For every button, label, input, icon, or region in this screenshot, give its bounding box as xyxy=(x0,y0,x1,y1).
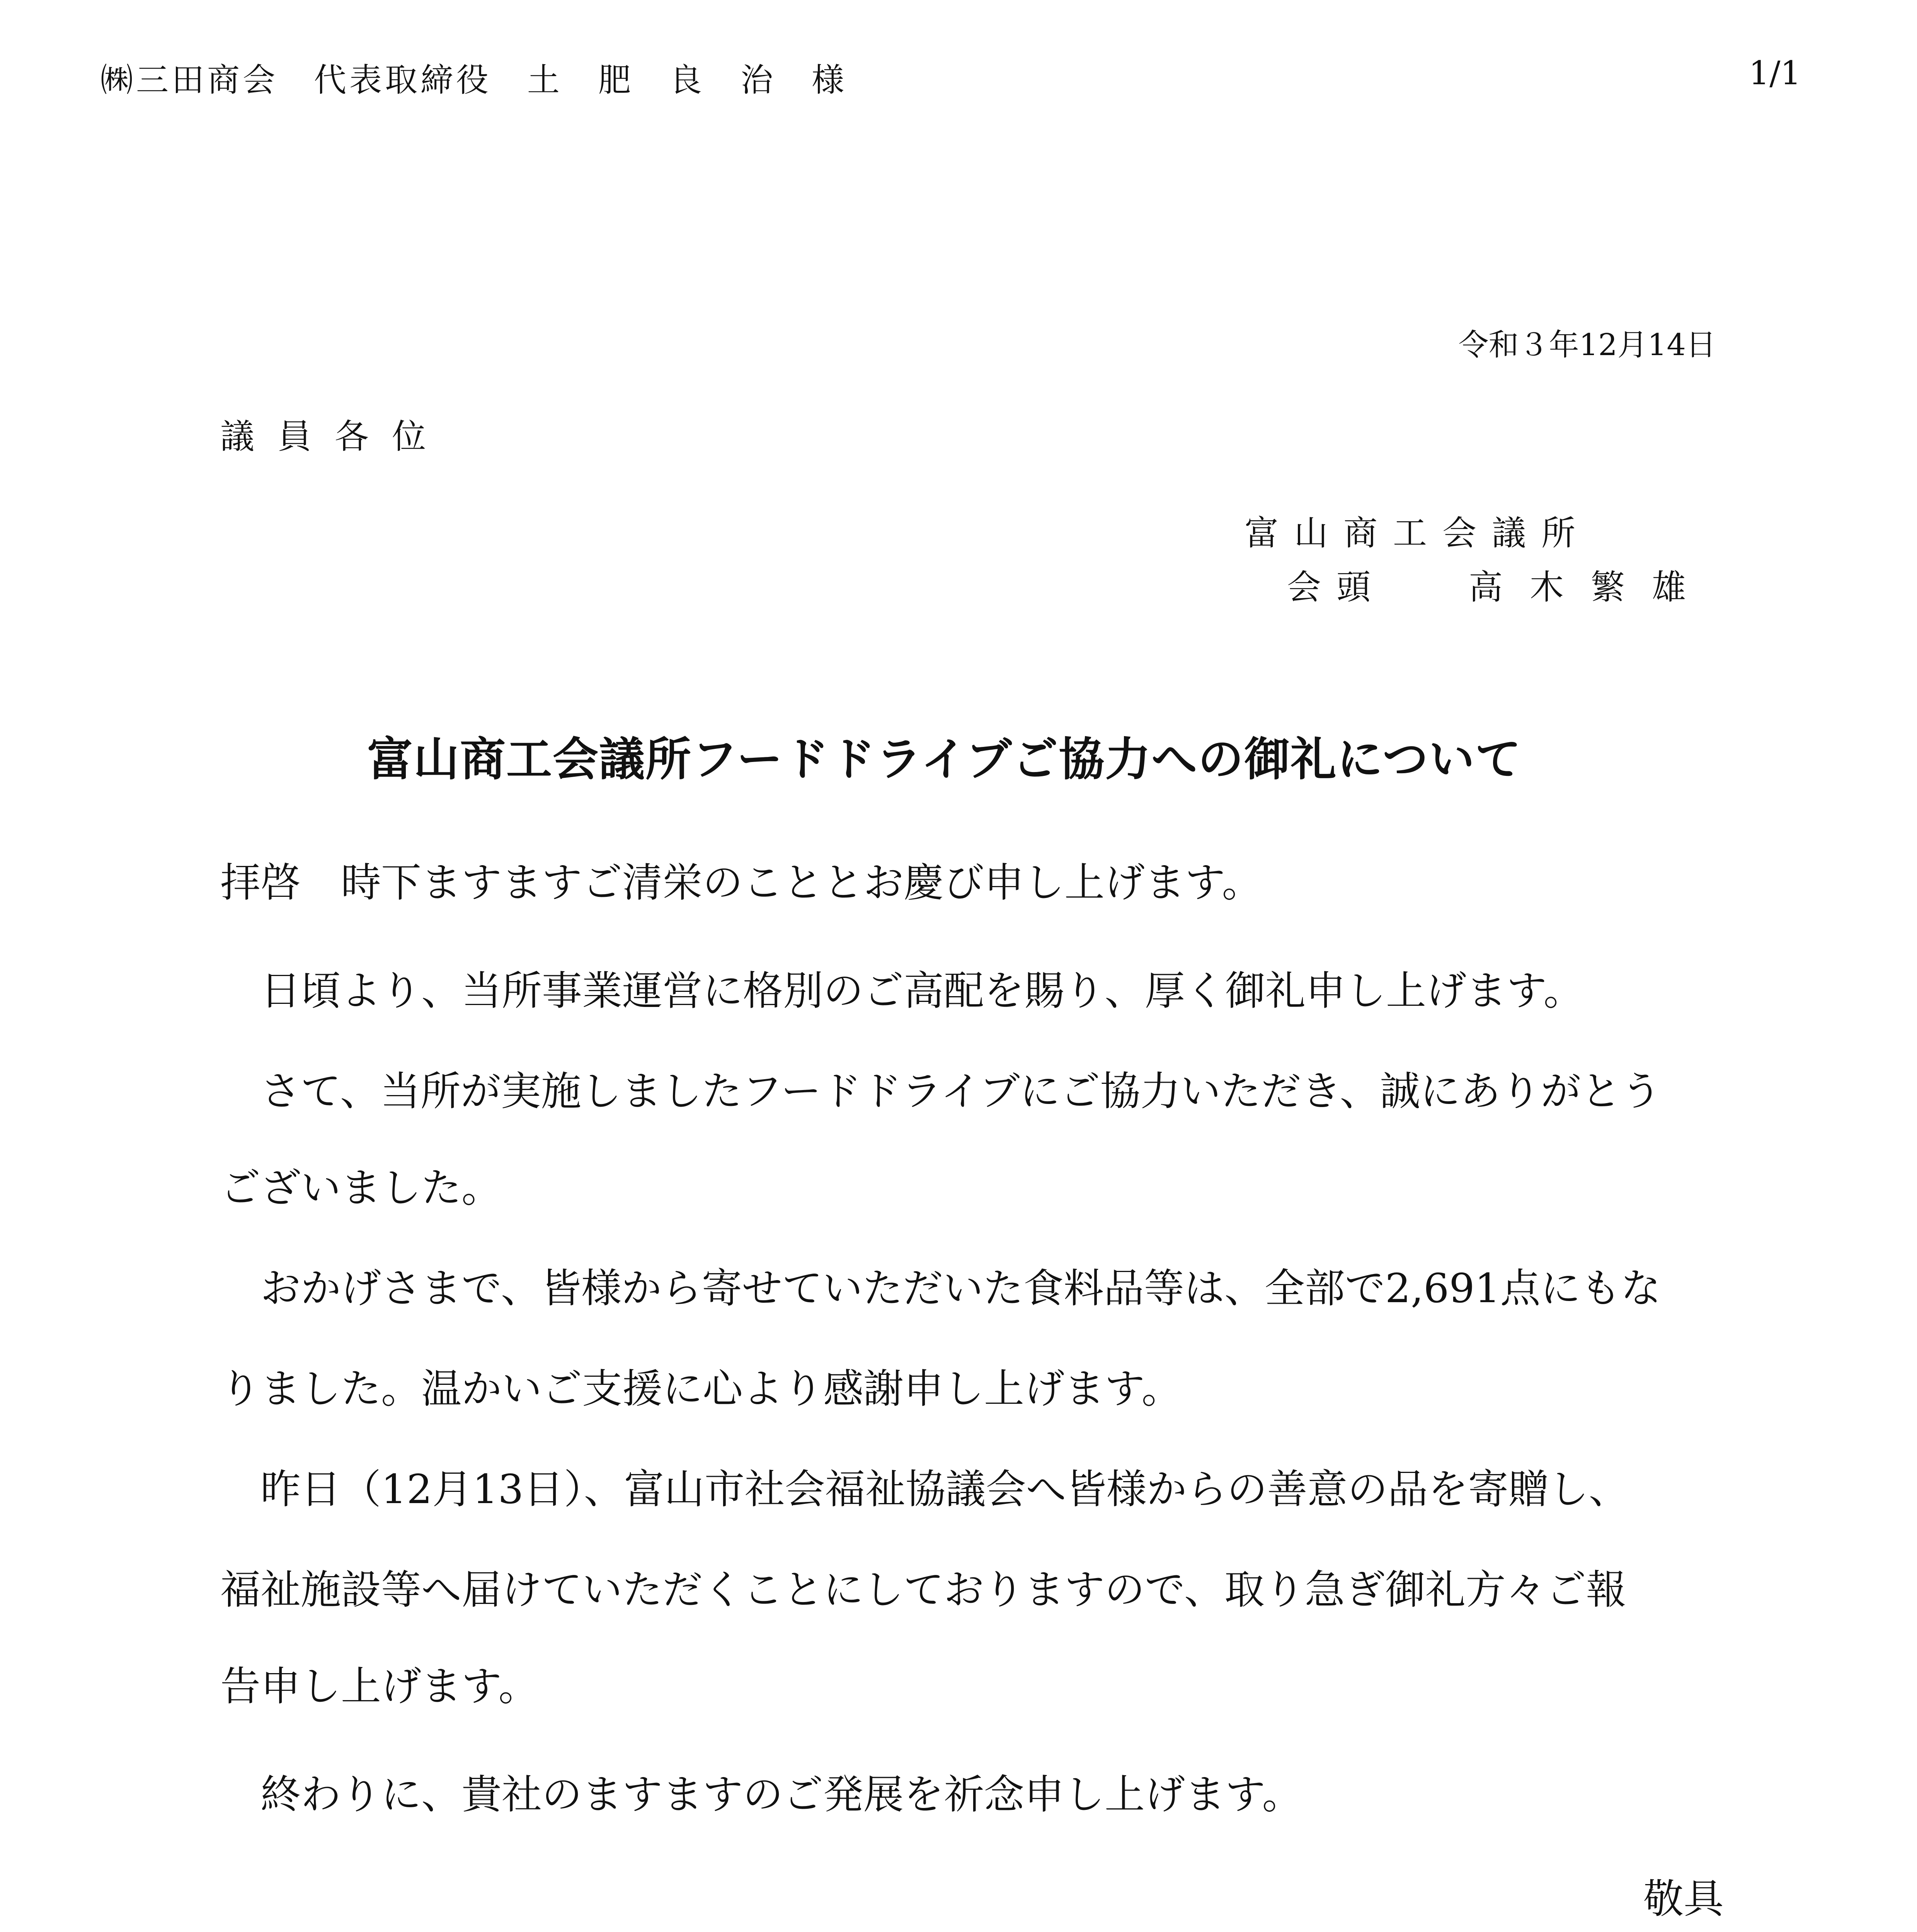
body-line: 終わりに、貴社のますますのご発展を祈念申し上げます。 xyxy=(220,1771,1302,1818)
document-title: 富山商工会議所フードドライブご協力への御礼について xyxy=(367,733,1522,786)
body-line: おかげさまで、皆様から寄せていただいた食料品等は、全部で2,691点にもな xyxy=(220,1265,1661,1312)
body-line: りました。温かいご支援に心より感謝申し上げます。 xyxy=(220,1365,1182,1412)
closing-remark: 敬具 xyxy=(1643,1875,1724,1922)
body-line: 告申し上げます。 xyxy=(220,1663,539,1710)
body-line: さて、当所が実施しましたフードドライブにご協力いただき、誠にありがとう xyxy=(220,1068,1662,1115)
body-line: 日頃より、当所事業運営に格別のご高配を賜り、厚く御礼申し上げます。 xyxy=(220,967,1584,1014)
fax-header-recipient: ㈱三田商会 代表取締役 土 肥 良 治 様 xyxy=(100,61,848,99)
addressee: 議員各位 xyxy=(220,417,449,456)
body-line: 拝啓 時下ますますご清栄のこととお慶び申し上げます。 xyxy=(220,859,1262,906)
body-line: 福祉施設等へ届けていただくことにしておりますので、取り急ぎ御礼方々ご報 xyxy=(220,1566,1626,1613)
sender-organization: 富山商工会議所 xyxy=(1245,513,1591,553)
sender-title: 会頭 xyxy=(1287,567,1386,607)
page-number: 1/1 xyxy=(1748,54,1801,92)
letter-date: 令和３年12月14日 xyxy=(1458,328,1716,362)
body-line: ございました。 xyxy=(220,1164,502,1211)
sender-name: 高木繁雄 xyxy=(1469,567,1713,607)
body-line: 昨日（12月13日）、富山市社会福祉協議会へ皆様からの善意の品を寄贈し、 xyxy=(220,1466,1629,1513)
